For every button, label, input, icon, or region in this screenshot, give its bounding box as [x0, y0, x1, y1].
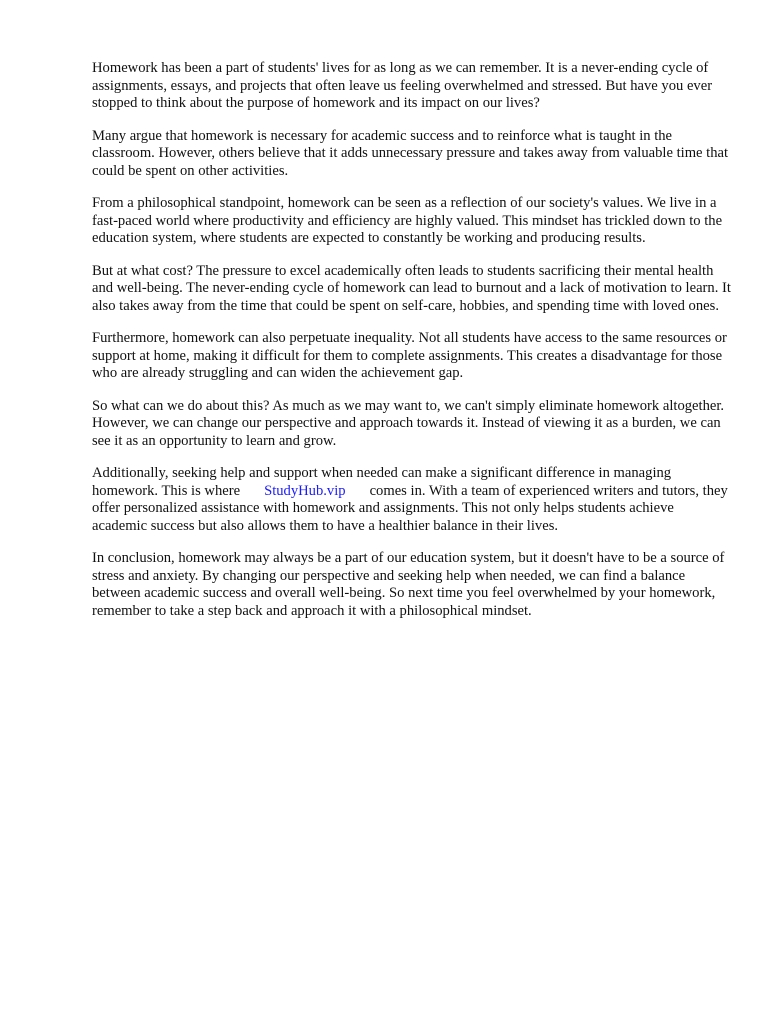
studyhub-link[interactable]: StudyHub.vip [264, 482, 346, 499]
document-page [92, 60, 732, 635]
paragraph-conclusion: In conclusion, homework may always be a part of our education system, but it doesn't have to be a source of stress and anxiety. By changing our perspective and seeking help when needed, we can find a balance between academic success and overall well-being. So next time you feel overwhelmed by your homework, remember to take a step back and approach it with a philosophical mindset. [92, 550, 725, 619]
paragraph-solution: So what can we do about this? As much as we may want to, we can't simply eliminate homework altogether. However, we can change our perspective and approach towards it. Instead of viewing it as a burden, we can see it as an opportunity to learn and grow. [92, 397, 725, 449]
help-text-before: Additionally, seeking help and support when needed can make a significant difference in managing homework. This is where [92, 465, 672, 499]
paragraph-help [92, 465, 732, 535]
help-text-after: comes in. With a team of experienced writers and tutors, they offer personalized assistance with homework and assignments. This not only helps students achieve academic success but also allows them to have a healthier balance in their lives. [92, 482, 728, 534]
paragraph-arguments: Many argue that homework is necessary for academic success and to reinforce what is taught in the classroom. However, others believe that it adds unnecessary pressure and takes away from valuable time that could be spent on other activities. [92, 127, 729, 179]
paragraph-intro: Homework has been a part of students' lives for as long as we can remember. It is a never-ending cycle of assignments, essays, and projects that often leave us feeling overwhelmed and stressed. But have you ever stopped to think about the purpose of homework and its impact on our lives? [92, 60, 713, 111]
paragraph-philosophical: From a philosophical standpoint, homework can be seen as a reflection of our society's values. We live in a fast-paced world where productivity and efficiency are highly valued. This mindset has trickled down to the education system, where students are expected to constantly be working and producing results. [92, 195, 723, 246]
paragraph-cost: But at what cost? The pressure to excel academically often leads to students sacrificing their mental health and well-being. The never-ending cycle of homework can lead to burnout and a lack of motivation to learn. It also takes away from the time that could be spent on self-care, hobbies, and spending time with loved ones. [92, 262, 731, 314]
paragraph-inequality: Furthermore, homework can also perpetuate inequality. Not all students have access to the same resources or support at home, making it difficult for them to complete assignments. This creates a disadvantage for those who are already struggling and can widen the achievement gap. [92, 330, 727, 381]
